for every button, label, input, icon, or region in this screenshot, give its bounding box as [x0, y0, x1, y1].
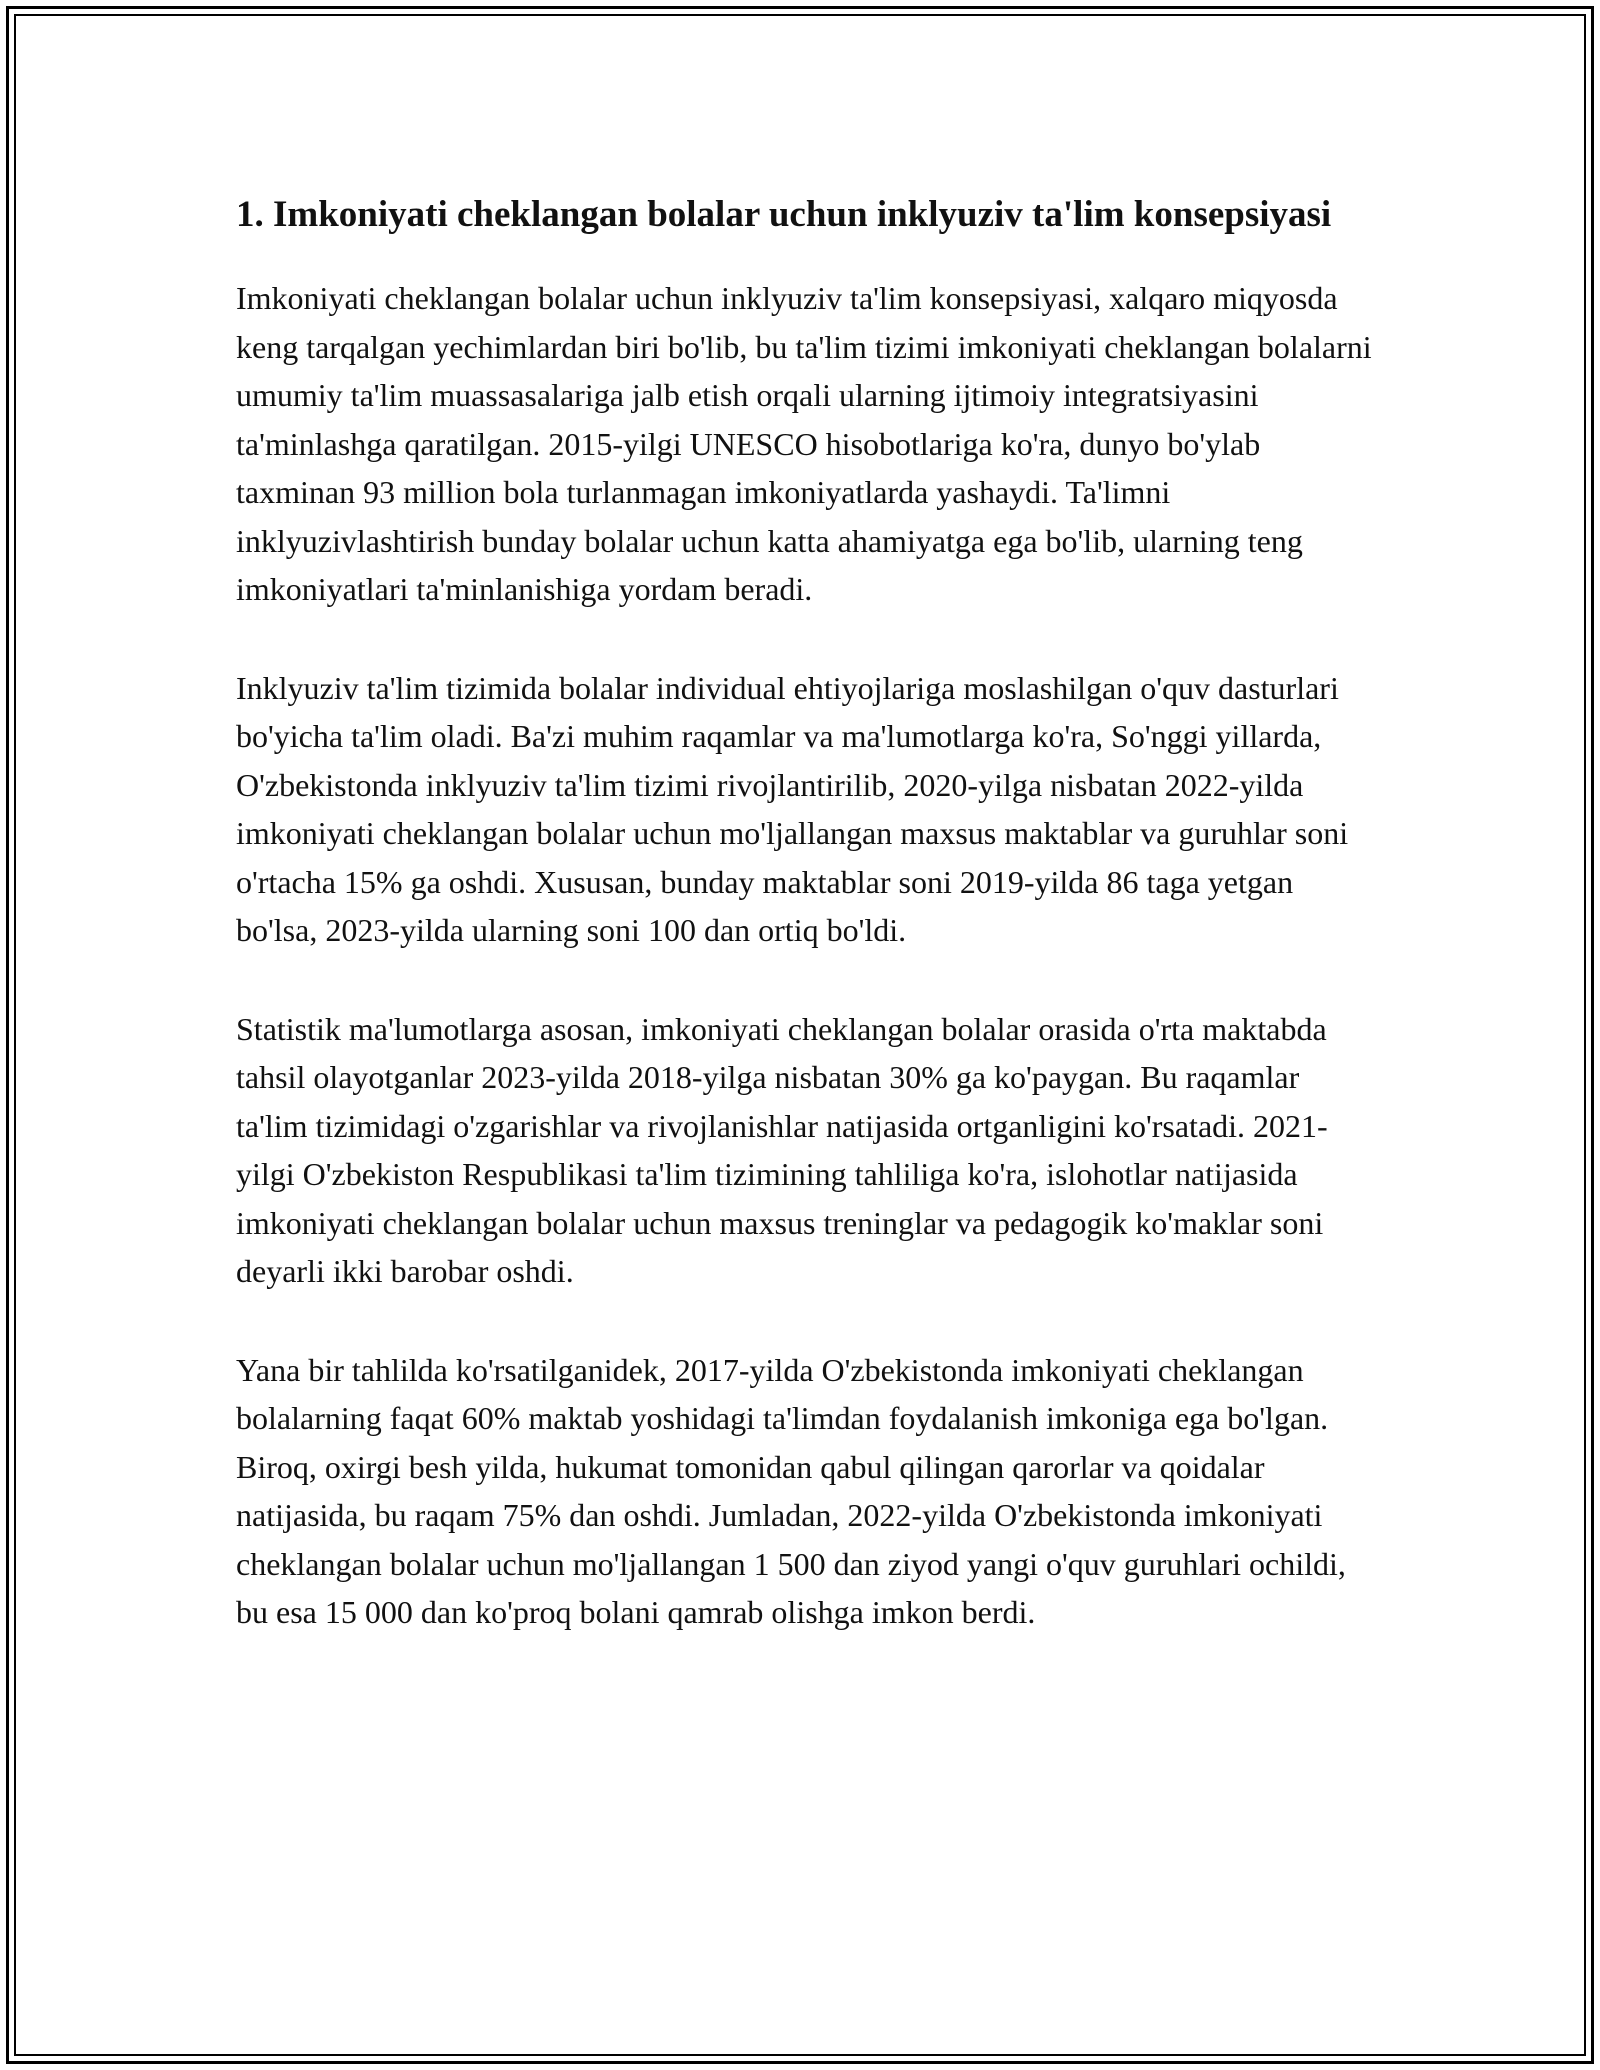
section-heading: 1. Imkoniyati cheklangan bolalar uchun inklyuziv ta'lim konsepsiyasi	[236, 194, 1332, 235]
paragraph-4: Yana bir tahlilda ko'rsatilganidek, 2017-yilda O'zbekistonda imkoniyati cheklangan bolalarning faqat 60% maktab yoshidagi ta'limdan foydalanish imkoniga ega bo'lgan. Biroq, oxirgi besh yilda, hukumat tomonidan qabul qilingan qarorlar va qoidalar natijasida, bu raqam 75% dan oshdi. Jumladan, 2022-yilda O'zbekistonda imkoniyati cheklangan bolalar uchun mo'ljallangan 1 500 dan ziyod yangi o'quv guruhlari ochildi, bu esa 15 000 dan ko'proq bolani qamrab olishga imkon berdi.	[236, 1351, 1346, 1630]
paragraph-2: Inklyuziv ta'lim tizimida bolalar individual ehtiyojlariga moslashilgan o'quv dasturlari bo'yicha ta'lim oladi. Ba'zi muhim raqamlar va ma'lumotlarga ko'ra, So'nggi yillarda, O'zbekistonda inklyuziv ta'lim tizimi rivojlantirilib, 2020-yilga nisbatan 2022-yilda imkoniyati cheklangan bolalar uchun mo'ljallangan maxsus maktablar va guruhlar soni o'rtacha 15% ga oshdi. Xususan, bunday maktablar soni 2019-yilda 86 taga yetgan bo'lsa, 2023-yilda ularning soni 100 dan ortiq bo'ldi.	[236, 669, 1349, 948]
document-body	[236, 188, 1376, 1687]
paragraph-3: Statistik ma'lumotlarga asosan, imkoniyati cheklangan bolalar orasida o'rta maktabda tahsil olayotganlar 2023-yilda 2018-yilga nisbatan 30% ga ko'paygan. Bu raqamlar ta'lim tizimidagi o'zgarishlar va rivojlanishlar natijasida ortganligini ko'rsatadi. 2021-yilgi O'zbekiston Respublikasi ta'lim tizimining tahliliga ko'ra, islohotlar natijasida imkoniyati cheklangan bolalar uchun maxsus treninglar va pedagogik ko'maklar soni deyarli ikki barobar oshdi.	[236, 1010, 1328, 1289]
paragraph-1: Imkoniyati cheklangan bolalar uchun inklyuziv ta'lim konsepsiyasi, xalqaro miqyosda keng tarqalgan yechimlardan biri bo'lib, bu ta'lim tizimi imkoniyati cheklangan bolalarni umumiy ta'lim muassasalariga jalb etish orqali ularning ijtimoiy integratsiyasini ta'minlashga qaratilgan. 2015-yilgi UNESCO hisobotlariga ko'ra, dunyo bo'ylab taxminan 93 million bola turlanmagan imkoniyatlarda yashaydi. Ta'limni inklyuzivlashtirish bunday bolalar uchun katta ahamiyatga ega bo'lib, ularning teng imkoniyatlari ta'minlanishiga yordam beradi.	[236, 280, 1372, 607]
